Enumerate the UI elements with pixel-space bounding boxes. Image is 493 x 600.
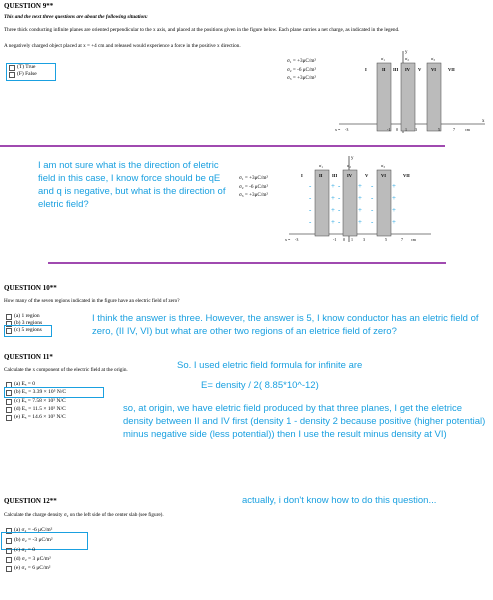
q9-option-true[interactable]: (T) True [9,64,36,71]
svg-text:-: - [338,206,341,214]
q10-title: QUESTION 10** [4,284,57,292]
plate-1 [377,63,391,131]
annot-xtick-4: 1 [351,237,353,242]
legend-copy-sigma2: σ₂ = -6 μC/m² [239,183,269,190]
xtick-7: 7 [453,127,455,132]
xtick-4: 1 [405,127,407,132]
legend-copy-sigma1: σ₁ = +3μC/m² [239,175,268,181]
region-IV-label: IV [405,67,411,72]
svg-text:+: + [392,206,396,214]
annot-region-IV: IV [347,173,353,178]
region-III-label: III [393,67,399,72]
divider-1 [0,145,445,147]
annot-plate-3 [377,170,391,236]
q9-figure [335,45,491,145]
annot-plate-1-label: σ₁ [319,163,323,168]
q9-option-false[interactable]: (F) False [9,71,37,78]
q9-note: I am not sure what is the direction of eletric field in this case, I know force should be qE and q is negative, but what is the direction of eletric field? [38,160,226,210]
svg-text:-: - [371,206,374,214]
q12-option-a[interactable]: (a) σ₂ = -6 μC/m² [6,527,52,534]
legend-copy-sigma3: σ₃ = +3μC/m² [239,192,268,198]
q10-note: I think the answer is three. However, the answer is 5, I know conductor has an eletric field of zero, (II IV, VI) but what are other two regions of an eletrice field of zero? [92,313,479,337]
q12-option-c[interactable]: (c) σ₂ = 0 [6,547,35,554]
xtick-5: 3 [415,127,417,132]
q11-option-d-checkbox[interactable] [6,407,12,413]
q12-option-d[interactable]: (d) σ₂ = 3 μC/m² [6,556,51,563]
q12-option-e[interactable]: (e) σ₂ = 6 μC/m² [6,565,50,572]
svg-text:-: - [309,206,312,214]
q11-option-e-checkbox[interactable] [6,415,12,421]
x-prefix: x = [335,127,341,132]
q11-title: QUESTION 11* [4,353,53,361]
q10-option-c[interactable]: (c) 5 regions [6,327,42,334]
plate-3 [427,63,441,131]
svg-text:+: + [358,182,362,190]
annot-xtick-5: 3 [363,237,365,242]
q9-legend-copy [239,175,268,199]
annot-plate-2 [343,170,357,236]
region-II-label: II [382,67,386,72]
annot-unit-label: cm [411,237,416,242]
svg-text:+: + [331,218,335,226]
q12-title: QUESTION 12** [4,497,57,505]
legend-sigma1: σ₁ = +3μC/m² [287,58,316,64]
q10-option-a[interactable]: (a) 1 region [6,313,40,320]
svg-text:-: - [309,194,312,202]
unit-label: cm [465,127,470,132]
q12-question: Calculate the charge density σ₂ on the left side of the center slab (see figure). [4,512,164,518]
svg-text:-: - [371,194,374,202]
q9-title: QUESTION 9** [4,2,54,10]
region-VI-label: VI [431,67,437,72]
svg-text:+: + [358,206,362,214]
svg-text:+: + [392,182,396,190]
annot-region-VI: VI [381,173,387,178]
annot-y-axis-label: y [351,156,354,161]
annot-xtick-2: -1 [333,237,337,242]
q9-annotated-figure [285,152,435,252]
annot-region-VII: VII [403,173,410,178]
q11-option-b[interactable]: (b) Eₓ = 3.39 × 10⁵ N/C [6,389,66,396]
svg-text:+: + [358,218,362,226]
region-I-label: I [365,67,367,72]
q11-option-c[interactable]: (c) Eₓ = 7.58 × 10⁵ N/C [6,398,66,405]
svg-text:-: - [309,182,312,190]
svg-text:-: - [371,182,374,190]
q9-option-true-checkbox[interactable] [9,65,15,71]
annot-xtick-3: 0 [343,237,345,242]
q10-option-b[interactable]: (b) 3 regions [6,320,42,327]
q11-option-b-checkbox[interactable] [6,390,12,396]
q12-option-b-checkbox[interactable] [6,538,12,544]
svg-text:-: - [338,218,341,226]
divider-2 [48,262,446,264]
svg-text:-: - [338,194,341,202]
region-VII-label: VII [448,67,455,72]
q12-option-c-checkbox[interactable] [6,548,12,554]
svg-text:-: - [371,218,374,226]
svg-text:-: - [309,218,312,226]
annot-xtick-6: 5 [385,237,387,242]
annot-xtick-1: -3 [295,237,299,242]
q10-question: How many of the seven regions indicated in the figure have an electric field of zero? [4,298,180,304]
annot-region-I: I [301,173,303,178]
q9-intro: This and the next three questions are about the following situation: [4,14,148,20]
x-axis-label: x [482,119,485,124]
svg-text:+: + [392,194,396,202]
q9-legend [287,58,316,82]
q12-option-e-checkbox[interactable] [6,566,12,572]
q11-note-formula: E= density / 2( 8.85*10^-12) [201,380,319,391]
svg-text:+: + [331,182,335,190]
annot-region-V: V [365,173,369,178]
plate-2 [401,63,415,131]
xtick-1: -3 [345,127,349,132]
q10-option-c-radio[interactable] [6,328,12,334]
legend-sigma2: σ₂ = -6 μC/m² [287,66,317,73]
svg-text:+: + [331,206,335,214]
q10-option-a-radio[interactable] [6,314,12,320]
annot-region-II: II [319,173,323,178]
q11-note-top: So. I used eletric field formula for infinite are [177,360,363,371]
q11-option-c-checkbox[interactable] [6,399,12,405]
annot-region-III: III [332,173,338,178]
y-axis-label: y [405,50,408,55]
annot-xtick-7: 7 [401,237,403,242]
region-V-label: V [418,67,422,72]
q11-option-d[interactable]: (d) Eₓ = 11.5 × 10⁵ N/C [6,406,66,413]
legend-sigma3: σ₃ = +3μC/m² [287,75,316,81]
xtick-2: -1 [387,127,391,132]
q11-question: Calculate the x component of the electric field at the origin. [4,367,128,373]
q9-situation: Three thick conducting infinite planes are oriented perpendicular to the x axis, and placed at the positions given in the figure below. Each plane carries a net charge, as indicated in the legend. [4,27,400,33]
annot-plate-3-label: σ₃ [381,163,385,168]
q12-option-d-checkbox[interactable] [6,557,12,563]
xtick-3: 0 [396,127,398,132]
svg-text:+: + [358,194,362,202]
plate-1-label: σ₁ [381,56,385,61]
annot-x-prefix: x = [285,237,291,242]
q11-option-a[interactable]: (a) Eₓ = 0 [6,381,35,388]
annot-plate-2-label: σ₂ [347,163,351,168]
q11-note-body: so, at origin, we have eletric field produced by that three planes, I get the eletrice density between II and IV first (density 1 - density 2 because positive (higher potential) minus negative side (less potential)) then I use the result minus density at VI) [123,403,486,440]
svg-text:-: - [338,182,341,190]
xtick-6: 5 [438,127,440,132]
svg-text:+: + [392,218,396,226]
plate-3-label: σ₃ [431,56,435,61]
q9-option-false-checkbox[interactable] [9,72,15,78]
q12-note: actually, i don't know how to do this question... [242,495,437,506]
q9-question: A negatively charged object placed at x = +4 cm and released would experience a force in the positive x direction. [4,43,241,49]
plate-2-label: σ₂ [405,56,409,61]
annot-plate-1 [315,170,329,236]
q12-option-b[interactable]: (b) σ₂ = -3 μC/m² [6,537,53,544]
q11-option-e[interactable]: (e) Eₓ = 14.6 × 10⁵ N/C [6,414,66,421]
svg-text:+: + [331,194,335,202]
